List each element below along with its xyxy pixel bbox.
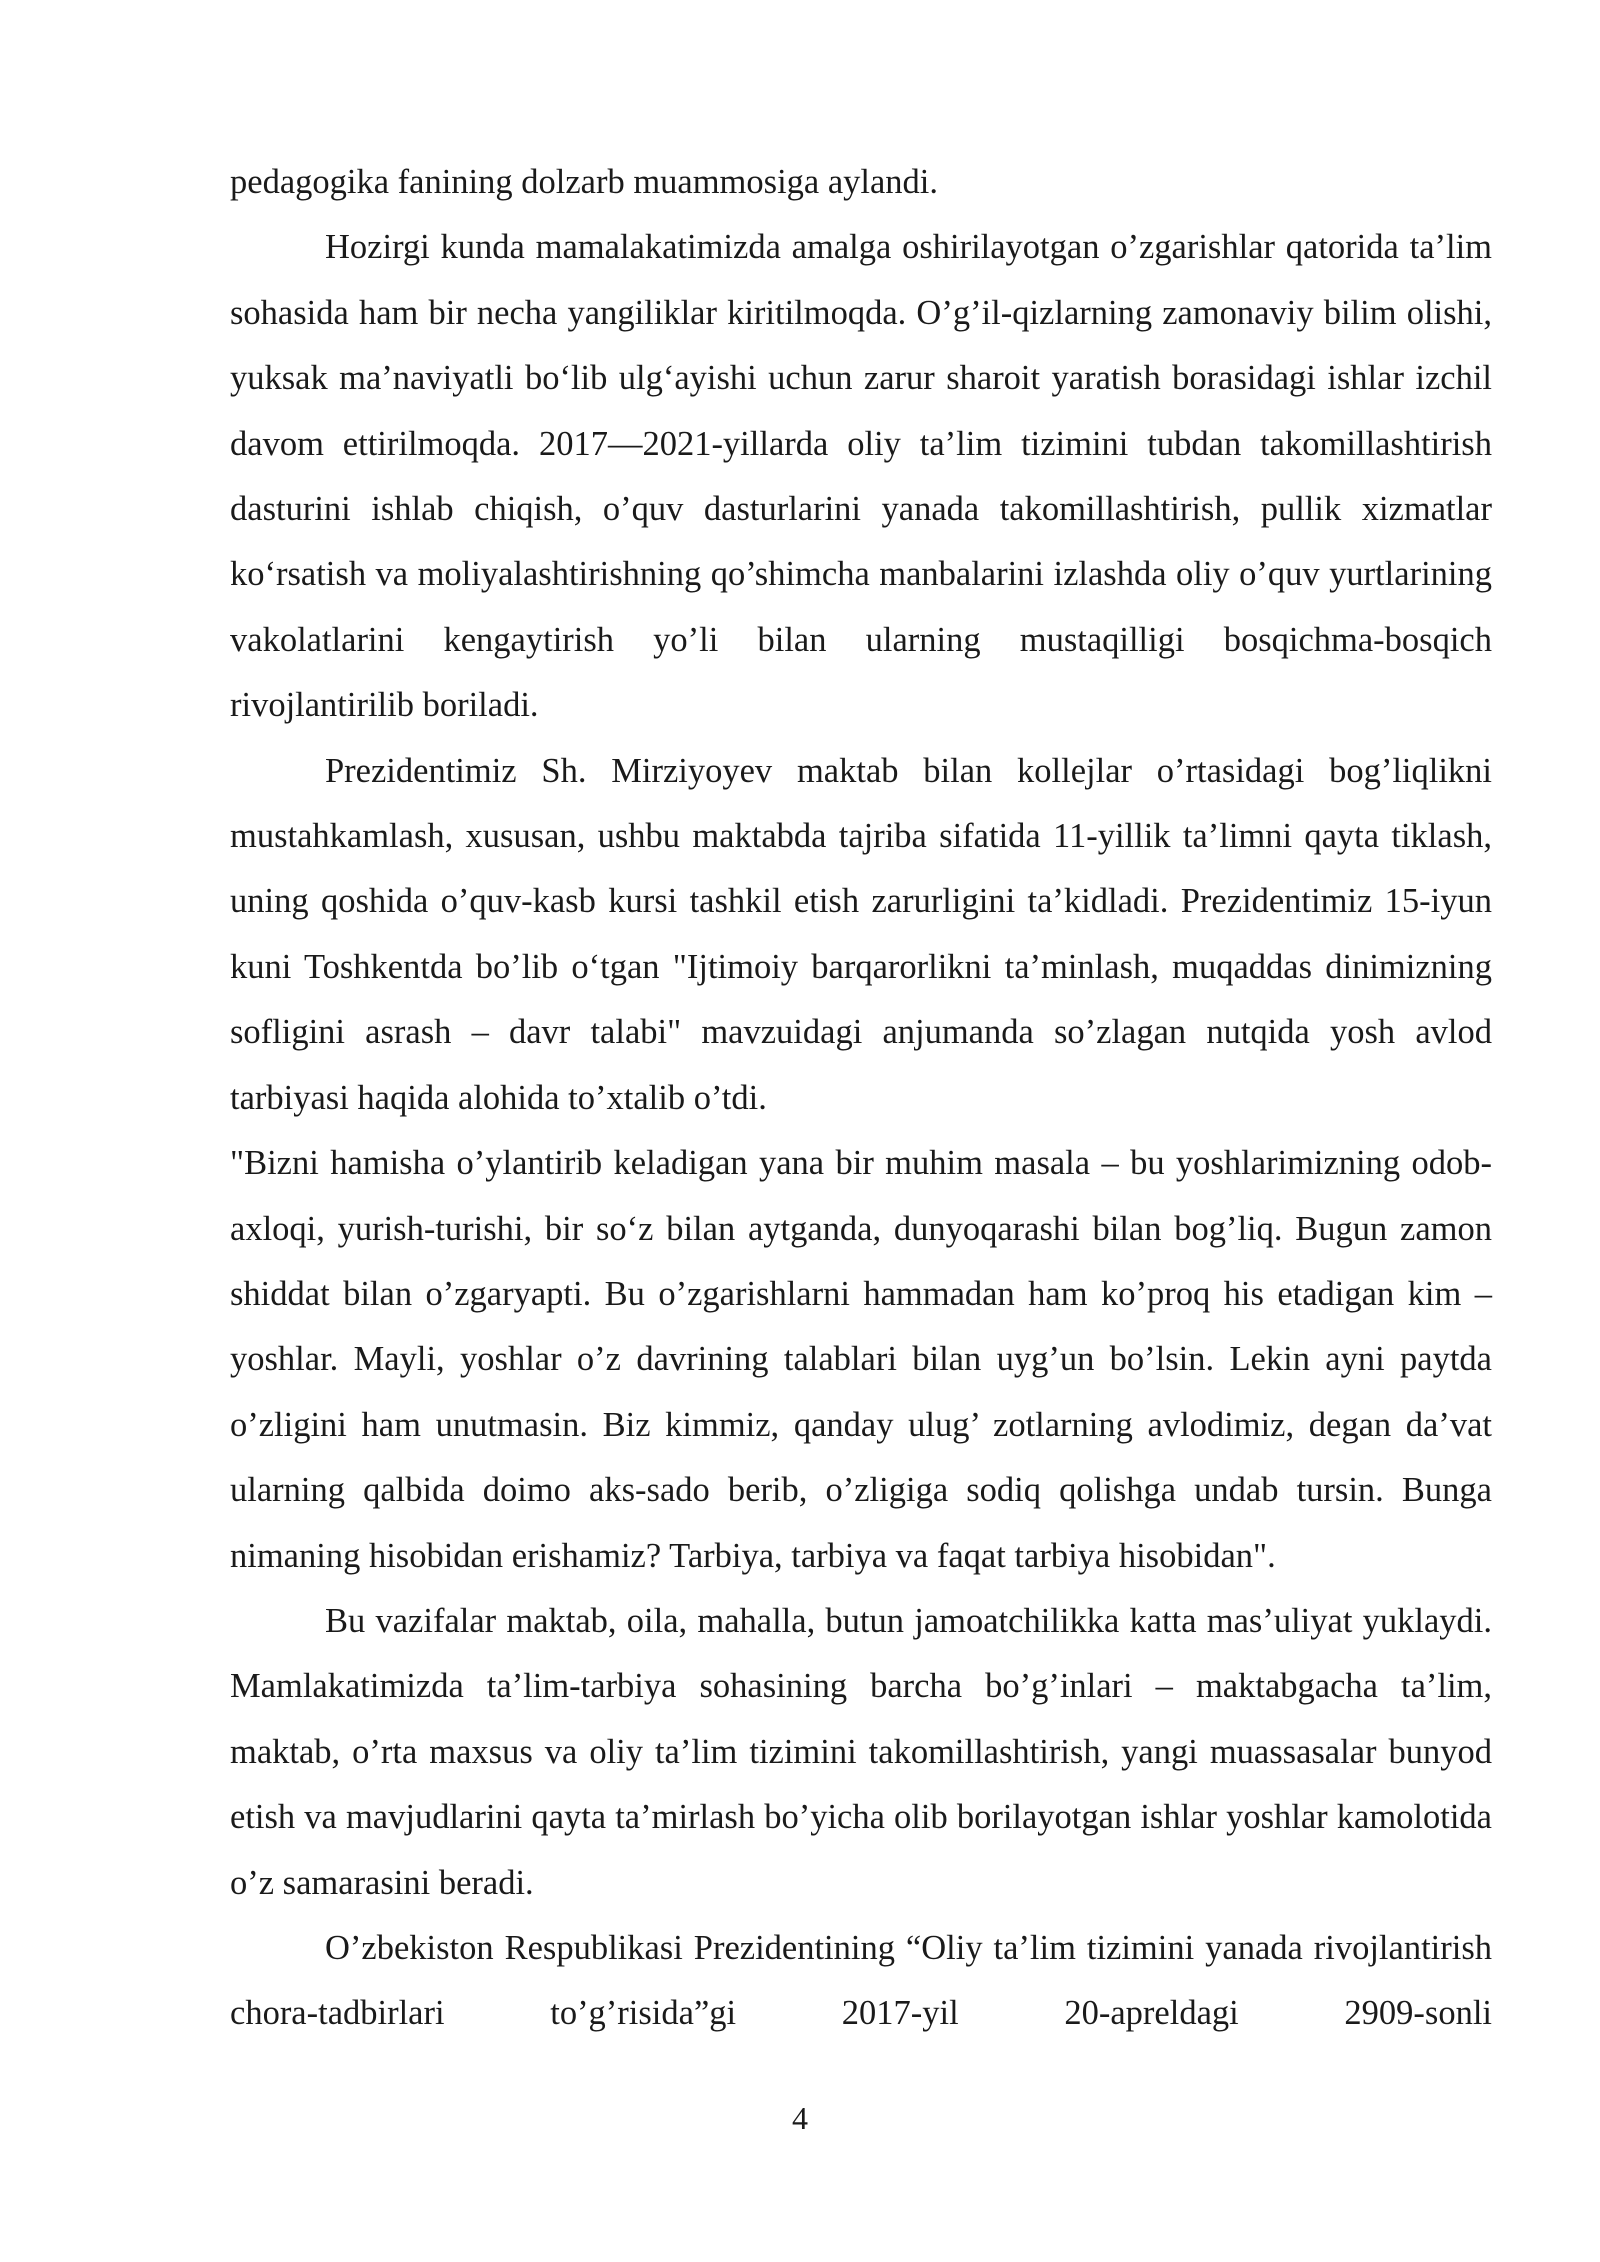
paragraph-tasks: Bu vazifalar maktab, oila, mahalla, butun jamoatchilikka katta mas’uliyat yuklaydi. Mamlakatimizda ta’lim-tarbiya sohasining barcha bo’g’inlari – maktabgacha ta’lim, maktab, o’rta maxsus va oliy ta’lim tizimini takomillashtirish, yangi muassasalar bunyod etish va mavjudlarini qayta ta’mirlash bo’yicha olib borilayotgan ishlar yoshlar kamolotida o’z samarasini beradi. (230, 1601, 1492, 1902)
page-number: 4 (792, 2100, 808, 2136)
paragraph-president-speech: Prezidentimiz Sh. Mirziyoyev maktab bilan kollejlar o’rtasidagi bog’liqlikni mustahkamlash, xususan, ushbu maktabda tajriba sifatida 11-yillik ta’limni qayta tiklash, uning qoshida o’quv-kasb kursi tashkil etish zarurligini ta’kidladi. Prezidentimiz 15-iyun kuni Toshkentda bo’lib o‘tgan "Ijtimoiy barqarorlikni ta’minlash, muqaddas dinimizning sofligini asrash – davr talabi" mavzuidagi anjumanda so’zlagan nutqida yosh avlod tarbiyasi haqida alohida to’xtalib o’tdi. (230, 751, 1492, 1117)
paragraph-reforms: Hozirgi kunda mamalakatimizda amalga oshirilayotgan o’zgarishlar qatorida ta’lim sohasida ham bir necha yangiliklar kiritilmoqda. O’g’il-qizlarning zamonaviy bilim olishi, yuksak ma’naviyatli bo‘lib ulg‘ayishi uchun zarur sharoit yaratish borasidagi ishlar izchil davom ettirilmoqda. 2017—2021-yillarda oliy ta’lim tizimini tubdan takomillashtirish dasturini ishlab chiqish, o’quv dasturlarini yanada takomillashtirish, pullik xizmatlar ko‘rsatish va moliyalashtirishning qo’shimcha manbalarini izlashda oliy o’quv yurtlarining vakolatlarini kengaytirish yo’li bilan ularning mustaqilligi bosqichma-bosqich rivojlantirilib boriladi. (230, 228, 1492, 725)
document-page (230, 150, 1492, 2047)
paragraph-decree: O’zbekiston Respublikasi Prezidentining “Oliy ta’lim tizimini yanada rivojlantirish chora-tadbirlari to’g’risida”gi 2017-yil 20-apreldagi 2909-sonli (230, 1928, 1492, 2033)
paragraph-continuation: pedagogika fanining dolzarb muammosiga aylandi. (230, 163, 939, 201)
paragraph-quote: "Bizni hamisha o’ylantirib keladigan yana bir muhim masala – bu yoshlarimizning odob-axloqi, yurish-turishi, bir so‘z bilan aytganda, dunyoqarashi bilan bog’liq. Bugun zamon shiddat bilan o’zgaryapti. Bu o’zgarishlarni hammadan ham ko’proq his etadigan kim – yoshlar. Mayli, yoshlar o’z davrining talablari bilan uyg’un bo’lsin. Lekin ayni paytda o’zligini ham unutmasin. Biz kimmiz, qanday ulug’ zotlarning avlodimiz, degan da’vat ularning qalbida doimo aks-sado berib, o’zligiga sodiq qolishga undab tursin. Bunga nimaning hisobidan erishamiz? Tarbiya, tarbiya va faqat tarbiya hisobidan". (230, 1144, 1492, 1575)
